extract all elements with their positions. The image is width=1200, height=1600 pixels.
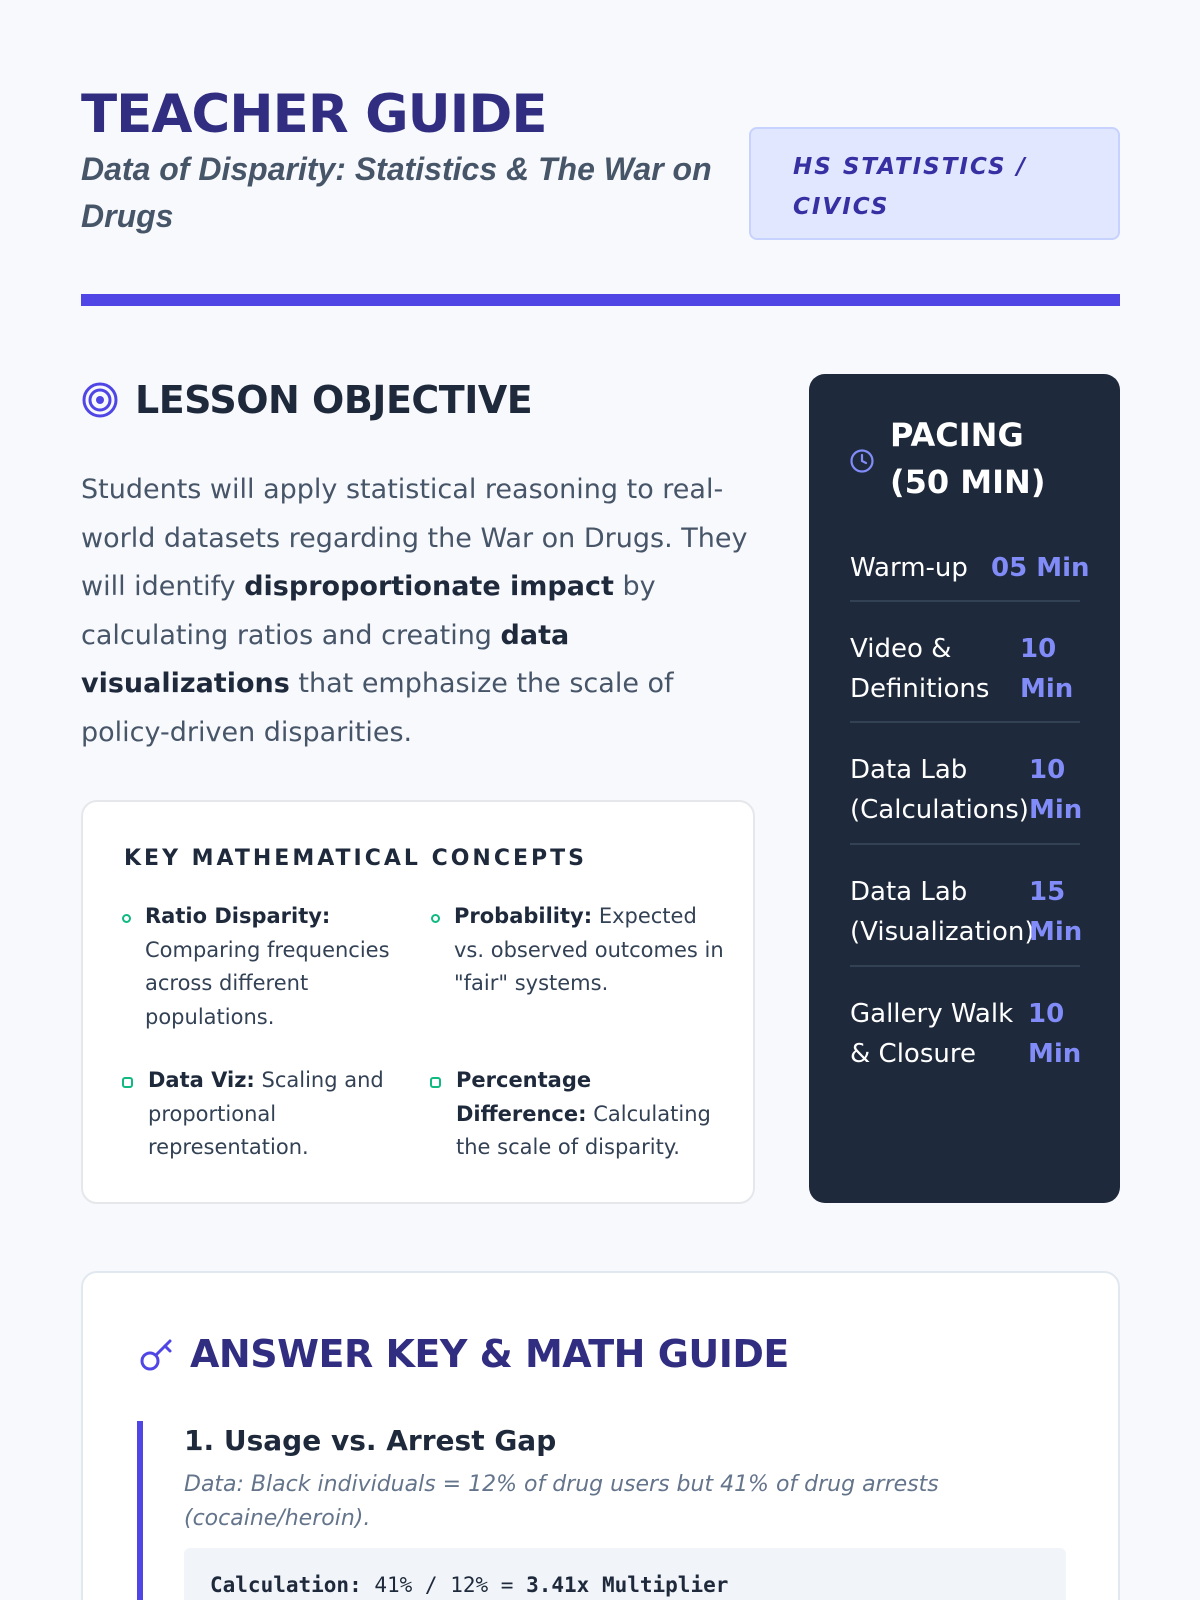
header-divider — [81, 294, 1120, 306]
objective-text-part: that emphasize the scale of policy-driven disparities. — [81, 668, 674, 748]
bullet-icon — [430, 1077, 441, 1088]
concept-description: Calculating the scale of disparity. — [456, 1101, 711, 1159]
pacing-divider — [850, 843, 1080, 845]
objective-emphasis: data visualizations — [81, 619, 570, 699]
concept-term: Probability: — [454, 904, 593, 928]
calculation-line — [210, 1573, 728, 1597]
objective-emphasis: disproportionate impact — [244, 571, 614, 602]
pacing-duration: 10 Min — [1028, 999, 1082, 1069]
pacing-activity: Data Lab (Visualization) — [850, 877, 1035, 947]
pacing-activity: Gallery Walk & Closure — [850, 999, 1014, 1069]
target-icon — [81, 381, 119, 419]
concept-term: Percentage Difference: — [456, 1068, 592, 1126]
concept-item — [456, 1064, 726, 1165]
objective-text-part: by calculating ratios and creating — [81, 571, 656, 651]
calculation-label: Calculation: — [210, 1573, 362, 1597]
concept-item — [145, 900, 415, 1034]
pacing-duration: 10 Min — [1020, 634, 1074, 704]
pacing-activity: Video & Definitions — [850, 634, 990, 704]
concept-description: Comparing frequencies across different populations. — [145, 937, 390, 1029]
objective-header — [81, 376, 532, 424]
subject-badge: HS STATISTICS / CIVICS — [749, 127, 1120, 240]
concept-item — [148, 1064, 418, 1165]
section-accent-bar — [137, 1421, 143, 1600]
objective-text — [81, 466, 761, 757]
pacing-title: PACING (50 MIN) — [890, 416, 1046, 501]
pacing-activity: Warm-up — [850, 553, 968, 583]
section-data: Data: Black individuals = 12% of drug users but 41% of drug arrests (cocaine/heroin). — [184, 1472, 939, 1531]
pacing-divider — [850, 600, 1080, 602]
section-title: 1. Usage vs. Arrest Gap — [184, 1424, 557, 1457]
calculation-result: 3.41x Multiplier — [526, 1573, 729, 1597]
key-concepts-heading: KEY MATHEMATICAL CONCEPTS — [124, 846, 587, 871]
key-icon — [138, 1335, 176, 1373]
concept-term: Ratio Disparity: — [145, 904, 331, 928]
pacing-divider — [850, 965, 1080, 967]
bullet-icon — [122, 914, 131, 923]
answer-key-heading: ANSWER KEY & MATH GUIDE — [190, 1332, 789, 1376]
pacing-duration: 10 Min — [1029, 755, 1083, 825]
concept-term: Data Viz: — [148, 1068, 255, 1092]
bullet-icon — [431, 914, 440, 923]
pacing-activity: Data Lab (Calculations) — [850, 755, 1029, 825]
page-subtitle: Data of Disparity: Statistics & The War on Drugs — [81, 151, 712, 234]
bullet-icon — [122, 1077, 133, 1088]
concept-description: Scaling and proportional representation. — [148, 1068, 384, 1159]
concept-description: Expected vs. observed outcomes in "fair" systems. — [454, 904, 724, 995]
concept-item — [454, 900, 724, 1001]
objective-text-part: Students will apply statistical reasoning to real-world datasets regarding the War on Drugs. They will identify — [81, 474, 748, 602]
answer-key-header — [138, 1330, 789, 1378]
page-title: TEACHER GUIDE — [81, 84, 547, 145]
pacing-duration: 05 Min — [991, 553, 1090, 583]
objective-heading: LESSON OBJECTIVE — [135, 378, 533, 422]
clock-icon — [849, 448, 875, 474]
calculation-expression: 41% / 12% = — [361, 1573, 527, 1597]
pacing-divider — [850, 721, 1080, 723]
pacing-duration: 15 Min — [1029, 877, 1083, 947]
